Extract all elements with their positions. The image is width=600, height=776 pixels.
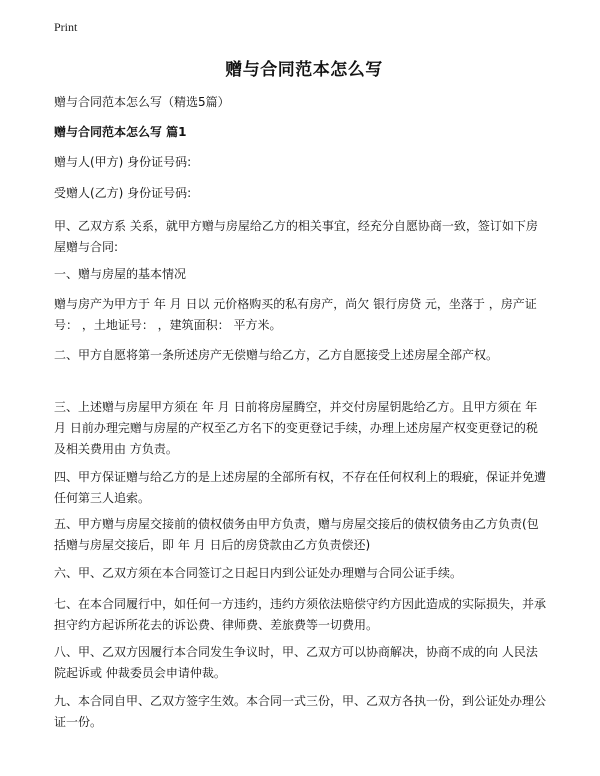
- document-subtitle: 赠与合同范本怎么写（精选5篇）: [54, 95, 230, 109]
- intro-paragraph: 甲、乙双方系 关系，就甲方赠与房屋给乙方的相关事宜，经充分自愿协商一致，签订如下房屋赠与合同:: [54, 219, 538, 254]
- clause-8-paragraph: 八、甲、乙双方因履行本合同发生争议时，甲、乙双方可以协商解决，协商不成的向 人民法院起诉或 仲裁委员会申请仲裁。: [54, 645, 538, 680]
- document-title: 赠与合同范本怎么写: [225, 60, 383, 80]
- clause-1-heading: 一、赠与房屋的基本情况: [54, 267, 187, 281]
- section-heading: 赠与合同范本怎么写 篇1: [54, 125, 187, 139]
- property-details-paragraph: 赠与房产为甲方于 年 月 日以 元价格购买的私有房产，尚欠 银行房贷 元，坐落于 ，房产证号： ，土地证号： ，建筑面积： 平方米。: [54, 297, 537, 332]
- donee-id-line: 受赠人(乙方) 身份证号码:: [54, 186, 192, 200]
- clause-2-paragraph: 二、甲方自愿将第一条所述房产无偿赠与给乙方，乙方自愿接受上述房屋全部产权。: [54, 348, 499, 362]
- clause-3-paragraph: 三、上述赠与房屋甲方须在 年 月 日前将房屋腾空，并交付房屋钥匙给乙方。且甲方须在 年 月 日前办理完赠与房屋的产权至乙方名下的变更登记手续，办理上述房屋产权变更登记的税及相关费用由 方负责。: [54, 400, 538, 456]
- donor-id-line: 赠与人(甲方) 身份证号码:: [54, 155, 192, 169]
- clause-6-paragraph: 六、甲、乙双方须在本合同签订之日起日内到公证处办理赠与合同公证手续。: [54, 566, 463, 580]
- clause-7-paragraph: 七、在本合同履行中，如任何一方违约，违约方须依法赔偿守约方因此造成的实际损失，并承担守约方起诉所花去的诉讼费、律师费、差旅费等一切费用。: [54, 597, 547, 632]
- clause-5-paragraph: 五、甲方赠与房屋交接前的债权债务由甲方负责，赠与房屋交接后的债权债务由乙方负责(包括赠与房屋交接后，即 年 月 日后的房贷款由乙方负责偿还): [54, 517, 539, 552]
- clause-4-paragraph: 四、甲方保证赠与给乙方的是上述房屋的全部所有权，不存在任何权利上的瑕疵，保证并免遭任何第三人追索。: [54, 470, 547, 505]
- print-link[interactable]: Print: [54, 20, 78, 34]
- clause-9-paragraph: 九、本合同自甲、乙双方签字生效。本合同一式三份，甲、乙双方各执一份，到公证处办理公证一份。: [54, 694, 547, 729]
